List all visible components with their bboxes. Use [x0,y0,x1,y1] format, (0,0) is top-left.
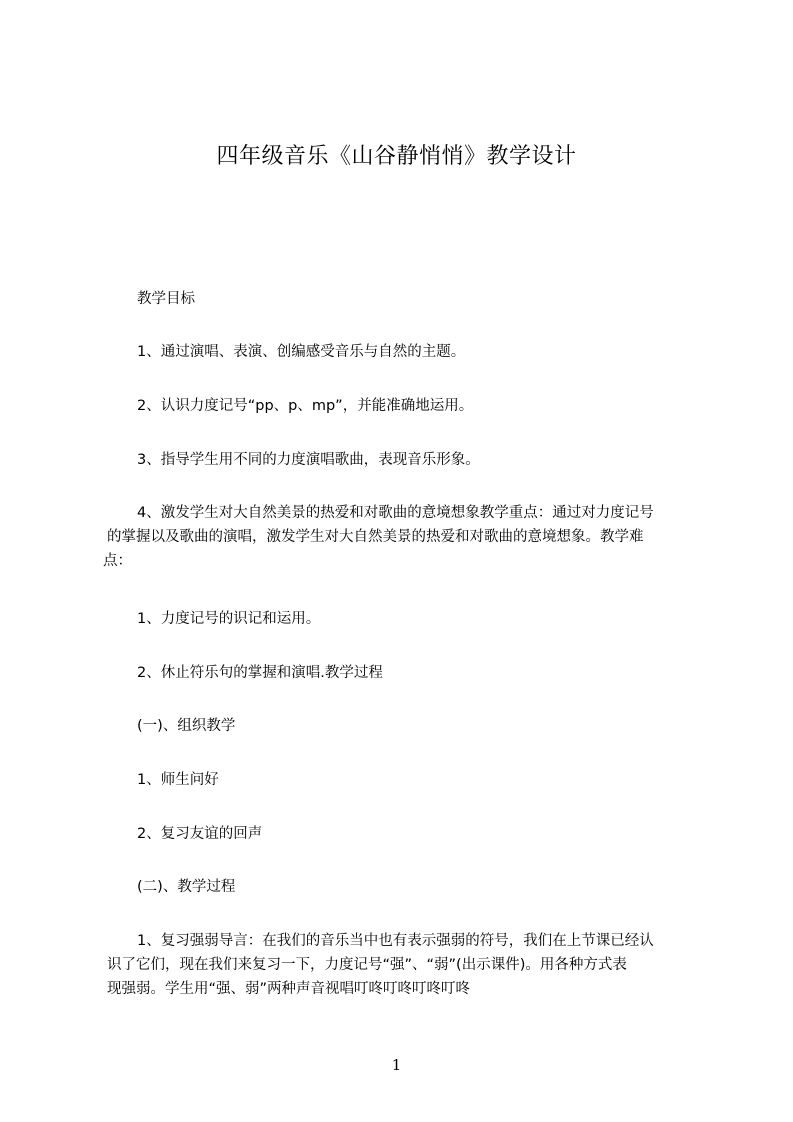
paragraph-section-1-heading: (一)、组织教学 [137,718,236,734]
paragraph-goal-1: 1、通过演唱、表演、创编感受音乐与自然的主题。 [137,344,466,360]
paragraph-goal-4-line-1: 4、激发学生对大自然美景的热爱和对歌曲的意境想象教学重点：通过对力度记号 [137,505,654,521]
paragraph-section-2-heading: (二)、教学过程 [137,879,236,895]
paragraph-difficulty-2: 2、休止符乐句的掌握和演唱.教学过程 [137,665,383,681]
paragraph-greeting: 1、师生问好 [137,772,219,788]
paragraph-goal-4-line-2: 的掌握以及歌曲的演唱，激发学生对大自然美景的热爱和对歌曲的意境想象。教学难 [107,529,644,545]
paragraph-goal-3: 3、指导学生用不同的力度演唱歌曲，表现音乐形象。 [137,452,480,468]
paragraph-goal-2: 2、认识力度记号“pp、p、mp”，并能准确地运用。 [137,398,474,414]
paragraph-review-song: 2、复习友谊的回声 [137,826,263,842]
paragraph-process-1-line-2: 识了它们，现在我们来复习一下，力度记号“强”、“弱”(出示课件)。用各种方式表 [107,957,627,973]
paragraph-goal-4-line-3: 点： [103,553,132,569]
paragraph-process-1-line-1: 1、复习强弱导言：在我们的音乐当中也有表示强弱的符号，我们在上节课已经认 [137,933,654,949]
paragraph-process-1-line-3: 现强弱。学生用“强、弱”两种声音视唱叮咚叮咚叮咚叮咚 [107,981,471,997]
document-title: 四年级音乐《山谷静悄悄》教学设计 [216,144,577,169]
paragraph-teaching-goals-heading: 教学目标 [137,291,195,307]
page-number: 1 [391,1056,402,1074]
paragraph-difficulty-1: 1、力度记号的识记和运用。 [137,611,321,627]
